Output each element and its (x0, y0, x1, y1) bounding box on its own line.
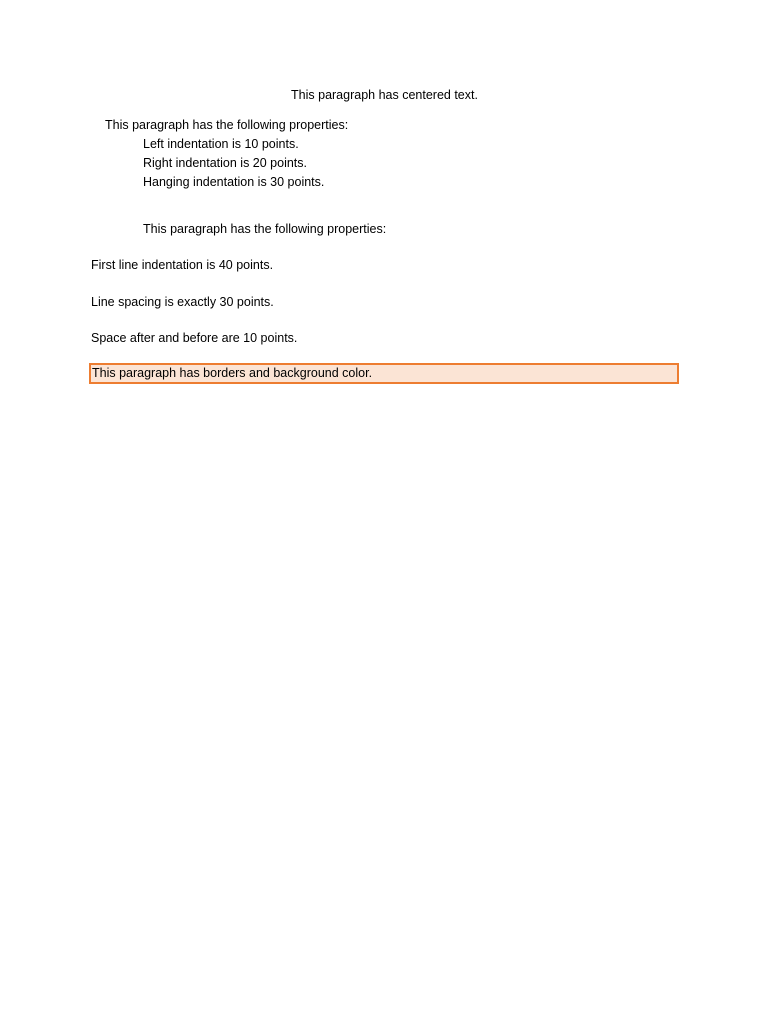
indentation-paragraph-line-2: Left indentation is 10 points. (143, 137, 299, 151)
indentation-paragraph-line-4: Hanging indentation is 30 points. (143, 175, 325, 189)
bordered-paragraph-text: This paragraph has borders and background color. (92, 366, 373, 380)
spacing-paragraph-line-1: This paragraph has the following properties: (143, 222, 387, 236)
bordered-paragraph (89, 363, 679, 384)
spacing-paragraph-line-4: Space after and before are 10 points. (91, 331, 298, 345)
spacing-paragraph-line-3: Line spacing is exactly 30 points. (91, 295, 274, 309)
indentation-paragraph-line-3: Right indentation is 20 points. (143, 156, 307, 170)
spacing-paragraph-line-2: First line indentation is 40 points. (91, 258, 274, 272)
centered-paragraph: This paragraph has centered text. (291, 88, 478, 102)
indentation-paragraph-line-1: This paragraph has the following properties: (105, 118, 349, 132)
